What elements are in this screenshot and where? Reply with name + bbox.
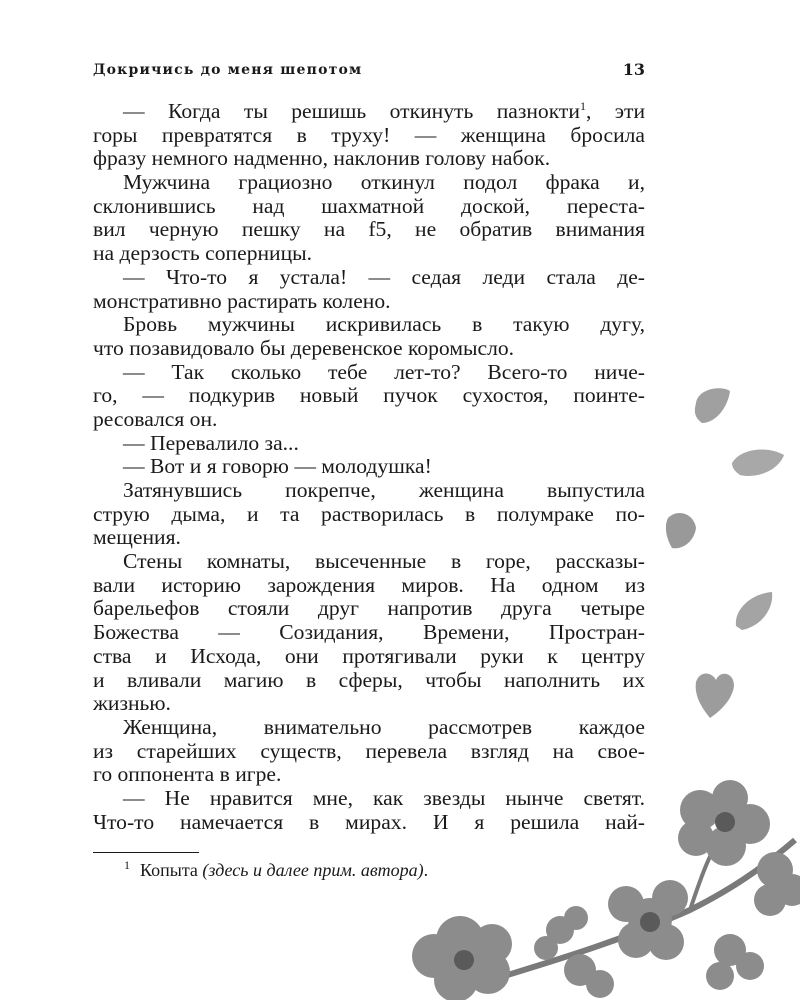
- text-line: [93, 384, 645, 408]
- text-line: [93, 218, 645, 242]
- petal-icon: [664, 508, 698, 552]
- footnote-reference: 1: [579, 98, 586, 113]
- text-line: [93, 432, 645, 456]
- footnote-rule: [93, 852, 199, 853]
- footnote-mark: 1: [124, 858, 130, 872]
- text-line-content: — Так сколько тебе лет-то? Всего-то ниче-: [123, 359, 645, 384]
- text-line-content: горы превратятся в труху! — женщина бросила: [93, 122, 645, 147]
- text-line-content: вил черную пешку на f5, не обратив внимания: [93, 217, 645, 242]
- text-line: [93, 171, 645, 195]
- text-line: [93, 503, 645, 527]
- text-line: [93, 716, 645, 740]
- text-line: [93, 526, 645, 550]
- text-line: [93, 550, 645, 574]
- text-line-content: струю дыма, и та растворилась в полумраке по-: [93, 501, 645, 526]
- text-line-content: — Перевалило за...: [123, 430, 299, 455]
- text-line-content: вали историю зарождения миров. На одном из: [93, 572, 645, 597]
- text-line-content: из старейших существ, перевела взгляд на свое-: [93, 738, 645, 763]
- text-line-content: — Вот и я говорю — молодушка!: [123, 454, 432, 479]
- petal-icon: [732, 590, 776, 632]
- page-number: 13: [622, 60, 645, 79]
- text-line-content: что позавидовало бы деревенское коромысло.: [93, 335, 515, 360]
- text-line-content: на дерзость соперницы.: [93, 241, 313, 266]
- text-line: [93, 740, 645, 764]
- text-line-content: склонившись над шахматной доской, переста-: [93, 193, 645, 218]
- text-line-content: фразу немного надменно, наклонив голову набок.: [93, 146, 551, 171]
- footnote-end: .: [423, 860, 429, 880]
- text-line: [93, 290, 645, 314]
- petal-icon: [730, 443, 786, 481]
- text-line: [93, 597, 645, 621]
- body-text: [93, 100, 645, 834]
- text-line-content: го оппонента в игре.: [93, 762, 282, 787]
- text-line: [93, 645, 645, 669]
- text-line-content: Стены комнаты, высеченные в горе, рассказы-: [123, 549, 645, 574]
- text-line-content: ства и Исхода, они протягивали руки к центру: [93, 643, 645, 668]
- petal-icon: [690, 383, 734, 427]
- text-line: [93, 408, 645, 432]
- text-line: [93, 337, 645, 361]
- text-line: [93, 621, 645, 645]
- footnote: [124, 858, 428, 881]
- blossom-branch-icon: [400, 780, 800, 1000]
- text-line: [93, 313, 645, 337]
- text-line: [93, 147, 645, 171]
- text-line: [93, 669, 645, 693]
- footnote-text: Копыта: [140, 860, 203, 880]
- text-line: [93, 266, 645, 290]
- text-line: [93, 479, 645, 503]
- text-line-content: и вливали магию в сферы, чтобы наполнить их: [93, 667, 645, 692]
- text-line: [93, 574, 645, 598]
- text-line-content: Женщина, внимательно рассмотрев каждое: [123, 714, 645, 739]
- text-line-content: Мужчина грациозно откинул подол фрака и,: [123, 170, 645, 195]
- running-header: [93, 62, 645, 88]
- text-line-content: барельефов стояли друг напротив друга четыре: [93, 596, 645, 621]
- text-line-content: , эти: [585, 99, 646, 123]
- text-line: [93, 361, 645, 385]
- petal-icon: [692, 668, 738, 720]
- text-line-content: монстративно растирать колено.: [93, 288, 391, 313]
- text-line-content: мещения.: [93, 525, 181, 550]
- text-line-content: го, — подкурив новый пучок сухостоя, поинте-: [93, 383, 645, 408]
- text-line: [93, 242, 645, 266]
- text-line-content: — Когда ты решишь откинуть пазнокти: [123, 99, 580, 123]
- text-line-content: Что-то намечается в мирах. И я решила най-: [93, 809, 645, 834]
- text-line: [93, 100, 645, 124]
- text-line: [93, 692, 645, 716]
- text-line: [93, 195, 645, 219]
- text-line-content: ресовался он.: [93, 406, 218, 431]
- text-line-content: Затянувшись покрепче, женщина выпустила: [123, 478, 645, 502]
- text-line: [93, 124, 645, 148]
- text-line: [93, 455, 645, 479]
- text-line-content: жизнью.: [93, 691, 171, 716]
- text-line-content: Бровь мужчины искривилась в такую дугу,: [123, 312, 645, 337]
- footnote-italic: (здесь и далее прим. автора): [202, 860, 424, 880]
- text-line-content: Божества — Созидания, Времени, Простран-: [93, 620, 645, 645]
- text-line-content: — Что-то я устала! — седая леди стала де-: [123, 264, 645, 289]
- text-line-content: — Не нравится мне, как звезды нынче светят.: [123, 785, 645, 810]
- running-title: Докричись до меня шепотом: [93, 62, 363, 78]
